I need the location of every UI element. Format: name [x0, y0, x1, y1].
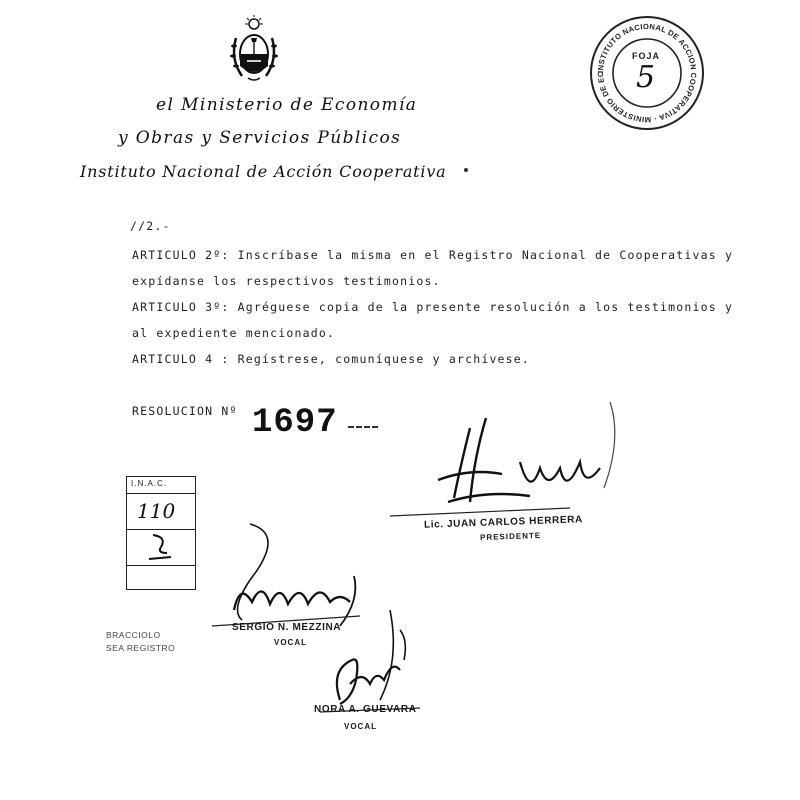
registry-box-number: 110 [137, 499, 176, 523]
vocal-2-title: VOCAL [344, 722, 377, 731]
article-3-line-2: al expediente mencionado. [132, 326, 336, 340]
resolution-number-trail [348, 426, 378, 434]
president-signature-icon [390, 398, 650, 518]
resolution-label: RESOLUCION Nº [132, 404, 238, 418]
letterhead-public-works: y Obras y Servicios Públicos [118, 128, 402, 148]
registry-box-initials-icon [127, 477, 195, 589]
seal-foja-number: 5 [636, 60, 656, 95]
seal-ring-text: INSTITUTO NACIONAL DE ACCION COOPERATIVA · MINISTERIO DE ECONOMIA · [584, 7, 699, 125]
page-marker: //2.- [130, 219, 171, 233]
article-2-line-2: expídanse los respectivos testimonios. [132, 274, 441, 288]
registry-note-line-2: SEA REGISTRO [106, 643, 176, 653]
coat-of-arms-icon [228, 14, 280, 84]
vocal-2-signature-icon [300, 600, 450, 720]
registry-note-line-1: BRACCIOLO [106, 630, 161, 640]
article-2-line-1: ARTICULO 2º: Inscríbase la misma en el Registro Nacional de Cooperativas y [132, 248, 734, 262]
registry-box-stamp [126, 476, 196, 590]
vocal-1-name: SERGIO N. MEZZINA [232, 622, 342, 633]
article-4-line: ARTICULO 4 : Regístrese, comuníquese y archívese. [132, 352, 531, 366]
vocal-1-title: VOCAL [274, 638, 307, 647]
coat-of-arms-emblem [228, 14, 280, 84]
registry-box-header: I.N.A.C. [131, 479, 168, 488]
president-name: Lic. JUAN CARLOS HERRERA [423, 514, 584, 531]
foja-seal-stamp [584, 7, 706, 132]
article-3-line-1: ARTICULO 3º: Agréguese copia de la presente resolución a los testimonios y [132, 300, 734, 314]
letterhead-institute: Instituto Nacional de Acción Cooperativa [80, 162, 447, 181]
seal-foja-label: FOJA [632, 51, 661, 61]
president-title: PRESIDENTE [479, 530, 542, 543]
letterhead-mark [464, 168, 468, 172]
resolution-number: 1697 [252, 404, 338, 442]
letterhead-ministry: el Ministerio de Economía [156, 95, 418, 115]
vocal-2-name: NORA A. GUEVARA [314, 704, 417, 715]
